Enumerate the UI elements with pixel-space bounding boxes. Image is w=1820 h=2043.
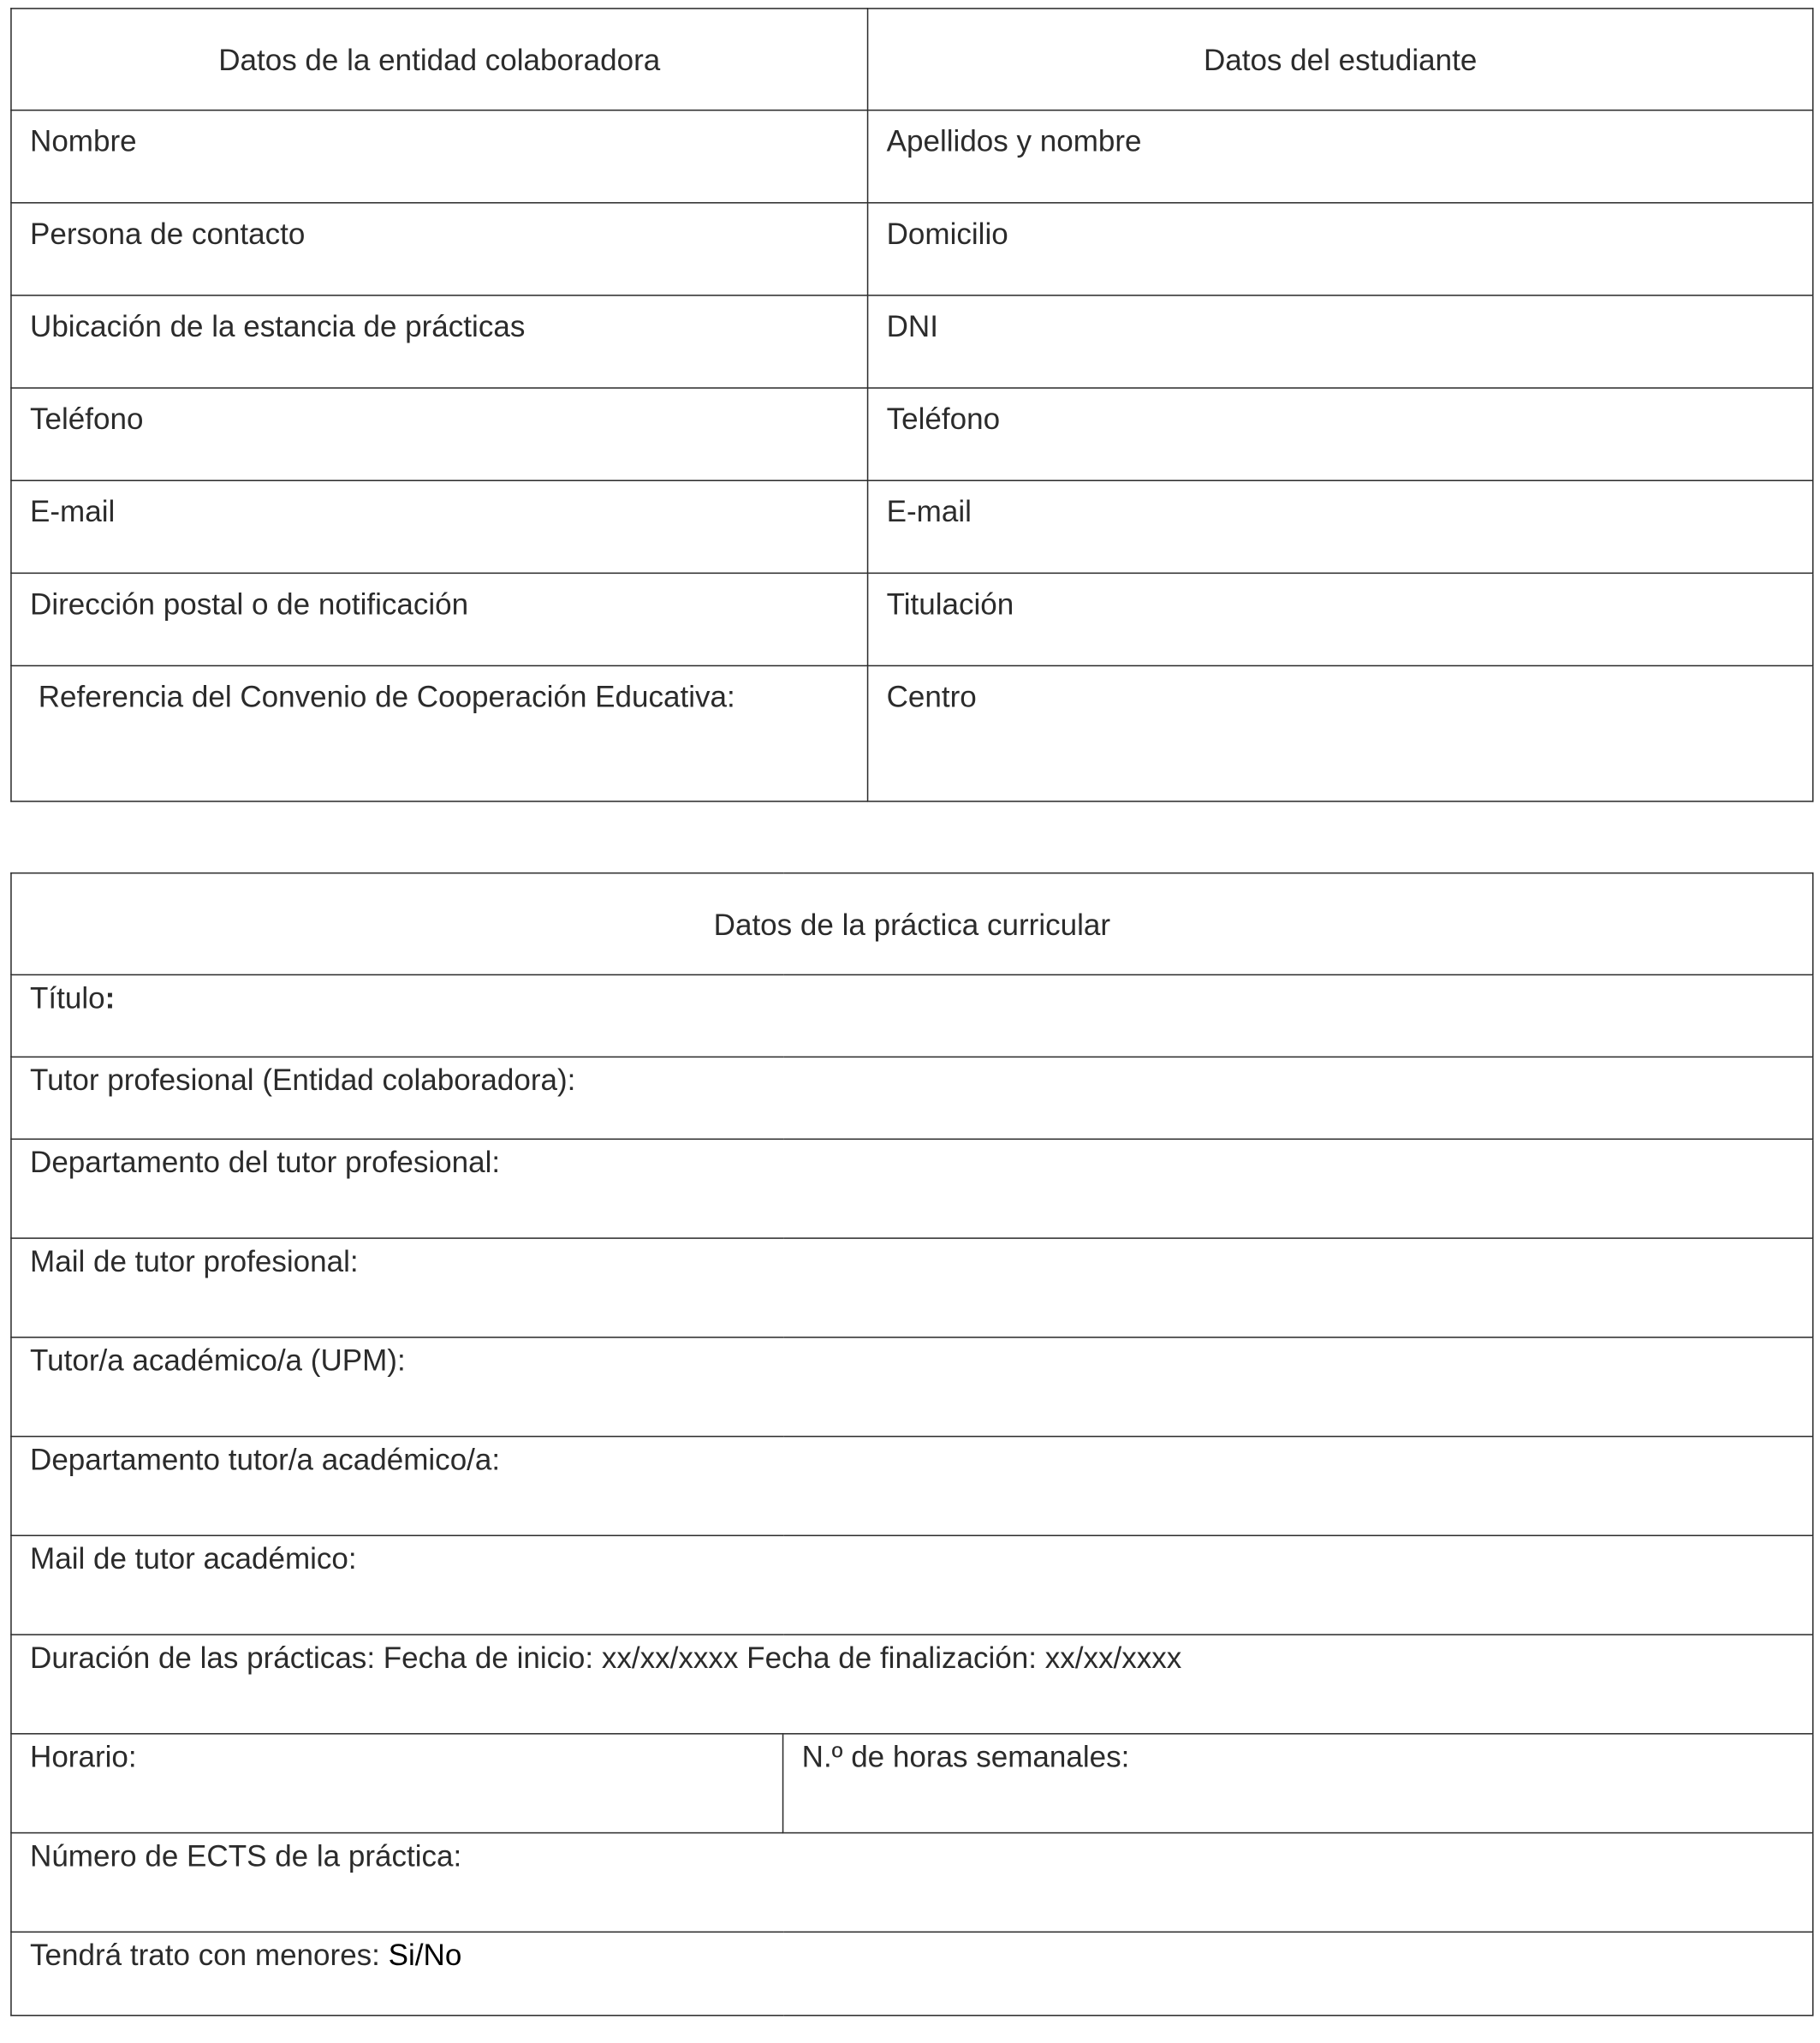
- student-degree-cell[interactable]: Titulación: [868, 573, 1813, 665]
- professional-tutor-cell[interactable]: Tutor profesional (Entidad colaboradora):: [11, 1057, 1813, 1139]
- practice-title-colon: :: [104, 980, 116, 1015]
- table-row: [11, 480, 1813, 573]
- professional-tutor-email-cell[interactable]: Mail de tutor profesional:: [11, 1238, 1813, 1337]
- table-row: [11, 295, 1813, 388]
- entity-internship-location-cell[interactable]: Ubicación de la estancia de prácticas: [11, 295, 868, 388]
- table-row: [11, 1635, 1813, 1734]
- student-dni-cell[interactable]: DNI: [868, 295, 1813, 388]
- practice-table: [10, 873, 1813, 2016]
- table-row: [11, 203, 1813, 295]
- student-address-cell[interactable]: Domicilio: [868, 203, 1813, 295]
- table-row: [11, 1139, 1813, 1238]
- entity-postal-address-cell[interactable]: Dirección postal o de notificación: [11, 573, 868, 665]
- table-header-row: [11, 873, 1813, 975]
- professional-tutor-department-cell[interactable]: Departamento del tutor profesional:: [11, 1139, 1813, 1238]
- entity-student-table: [10, 8, 1813, 802]
- minors-contact-cell[interactable]: [11, 1932, 1813, 2015]
- table-row: [11, 1535, 1813, 1635]
- internship-duration-cell[interactable]: Duración de las prácticas: Fecha de inicio: xx/xx/xxxx Fecha de finalización: xx/xx/xxxx: [11, 1635, 1813, 1734]
- minors-contact-label: Tendrá trato con menores:: [30, 1938, 389, 1972]
- table-header-row: [11, 9, 1813, 110]
- entity-contact-person-cell[interactable]: Persona de contacto: [11, 203, 868, 295]
- practice-title-cell[interactable]: [11, 974, 1813, 1057]
- minors-contact-value: Si/No: [388, 1938, 462, 1972]
- table-row: [11, 1057, 1813, 1139]
- student-full-name-cell[interactable]: Apellidos y nombre: [868, 110, 1813, 203]
- academic-tutor-department-cell[interactable]: Departamento tutor/a académico/a:: [11, 1437, 1813, 1536]
- academic-tutor-email-cell[interactable]: Mail de tutor académico:: [11, 1535, 1813, 1635]
- weekly-hours-cell[interactable]: N.º de horas semanales:: [783, 1734, 1813, 1833]
- practice-title-label: Título: [30, 980, 105, 1015]
- table-row: [11, 1238, 1813, 1337]
- student-header: Datos del estudiante: [868, 9, 1813, 110]
- academic-tutor-cell[interactable]: Tutor/a académico/a (UPM):: [11, 1337, 1813, 1437]
- entity-name-cell[interactable]: Nombre: [11, 110, 868, 203]
- table-row: [11, 110, 1813, 203]
- entity-phone-cell[interactable]: Teléfono: [11, 388, 868, 480]
- table-row: [11, 974, 1813, 1057]
- entity-agreement-reference-cell[interactable]: Referencia del Convenio de Cooperación Educativa:: [11, 665, 868, 801]
- practice-header: Datos de la práctica curricular: [11, 873, 1813, 975]
- entity-header: Datos de la entidad colaboradora: [11, 9, 868, 110]
- table-row: [11, 1437, 1813, 1536]
- entity-email-cell[interactable]: E-mail: [11, 480, 868, 573]
- student-center-cell[interactable]: Centro: [868, 665, 1813, 801]
- table-row: [11, 1337, 1813, 1437]
- table-row: [11, 1833, 1813, 1933]
- ects-cell[interactable]: Número de ECTS de la práctica:: [11, 1833, 1813, 1933]
- student-email-cell[interactable]: E-mail: [868, 480, 1813, 573]
- table-row: [11, 388, 1813, 480]
- table-row: [11, 665, 1813, 801]
- table-row: [11, 573, 1813, 665]
- student-phone-cell[interactable]: Teléfono: [868, 388, 1813, 480]
- table-row: [11, 1932, 1813, 2015]
- schedule-cell[interactable]: Horario:: [11, 1734, 783, 1833]
- table-row: [11, 1734, 1813, 1833]
